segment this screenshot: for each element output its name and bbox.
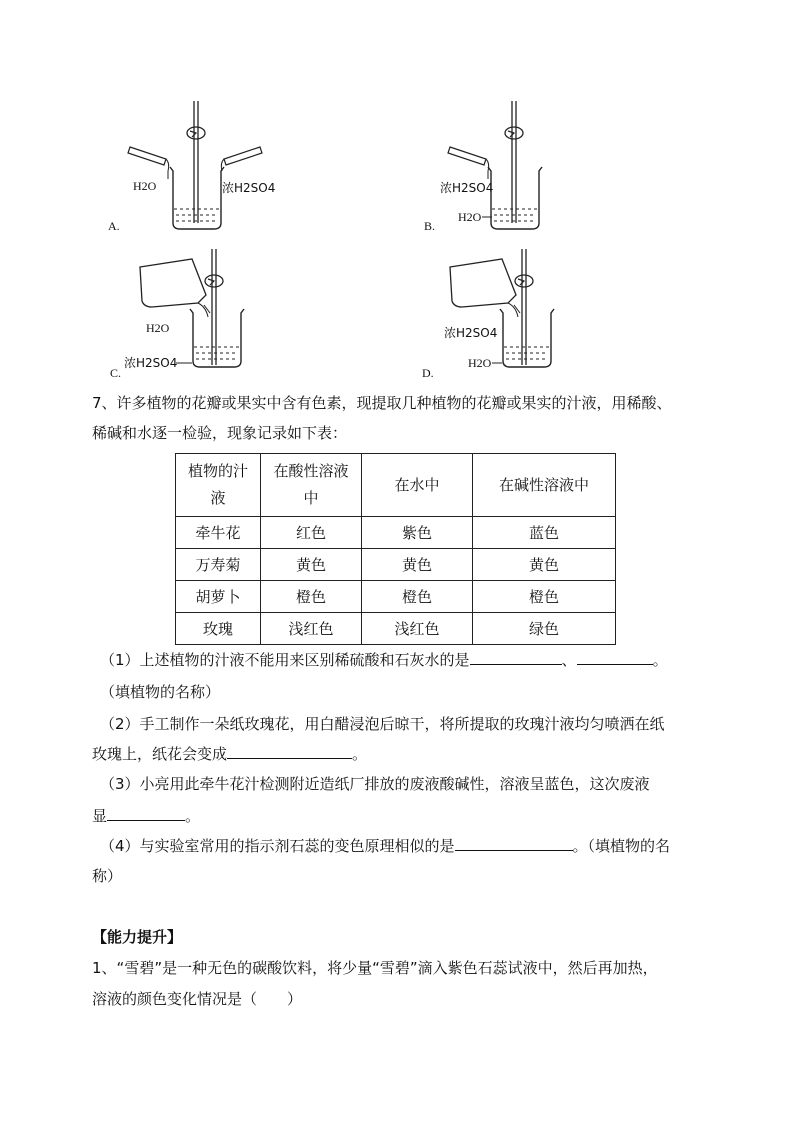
label-h2o: H2O xyxy=(146,321,170,335)
figure-option-a xyxy=(100,95,300,235)
figure-option-c xyxy=(110,245,310,380)
ability-q1-line1: 1、“雪碧”是一种无色的碳酸饮料，将少量“雪碧”滴入紫色石蕊试液中，然后再加热， xyxy=(92,959,658,977)
table-row xyxy=(176,549,616,581)
answer-blank[interactable] xyxy=(107,806,185,821)
table-cell: 橙色 xyxy=(261,581,362,613)
header-cell: 在碱性溶液中 xyxy=(473,454,616,517)
table-row xyxy=(176,581,616,613)
q7-sub4-line1: （4）与实验室常用的指示剂石蕊的变色原理相似的是 。（填植物的名 xyxy=(100,837,671,855)
table-row xyxy=(176,517,616,549)
label-h2o: H2O xyxy=(458,210,482,224)
q7-sub2-line1: （2）手工制作一朵纸玫瑰花，用白醋浸泡后晾干，将所提取的玫瑰汁液均匀喷洒在纸 xyxy=(100,715,665,733)
answer-blank[interactable] xyxy=(577,650,653,665)
header-cell: 在酸性溶液 中 xyxy=(261,454,362,517)
table-cell: 浅红色 xyxy=(261,613,362,645)
table-cell: 绿色 xyxy=(473,613,616,645)
q7-sub3-line1: （3）小亮用此牵牛花汁检测附近造纸厂排放的废液酸碱性，溶液呈蓝色，这次废液 xyxy=(100,775,650,793)
q7-sub4-line2: 称） xyxy=(92,867,123,885)
q7-intro-line1: 7、许多植物的花瓣或果实中含有色素，现提取几种植物的花瓣或果实的汁液，用稀酸、 xyxy=(92,394,672,412)
q7-sub1-note: （填植物的名称） xyxy=(100,683,221,701)
q7-sub3-line2: 显 。 xyxy=(92,807,201,825)
answer-blank[interactable] xyxy=(455,836,573,851)
figure-option-d xyxy=(420,245,620,380)
table-cell: 黄色 xyxy=(473,549,616,581)
header-cell: 在水中 xyxy=(362,454,473,517)
table-cell: 胡萝卜 xyxy=(176,581,261,613)
figure-option-b xyxy=(418,95,618,235)
table-cell: 红色 xyxy=(261,517,362,549)
table-header-row xyxy=(176,454,616,517)
table-cell: 紫色 xyxy=(362,517,473,549)
table-cell: 橙色 xyxy=(362,581,473,613)
table-cell: 玫瑰 xyxy=(176,613,261,645)
label-h2o: H2O xyxy=(133,179,157,193)
observation-table xyxy=(175,453,616,645)
q7-sub1: （1）上述植物的汁液不能用来区别稀硫酸和石灰水的是 、 。 xyxy=(100,651,668,669)
q7-sub2-line2: 玫瑰上，纸花会变成 。 xyxy=(92,745,368,763)
option-label: B. xyxy=(424,219,436,233)
section-heading: 【能力提升】 xyxy=(92,928,183,946)
answer-blank[interactable] xyxy=(470,650,562,665)
table-cell: 万寿菊 xyxy=(176,549,261,581)
q7-intro-line2: 稀碱和水逐一检验，现象记录如下表： xyxy=(92,424,348,442)
option-label: A. xyxy=(108,219,120,233)
answer-blank[interactable] xyxy=(227,744,352,759)
table-cell: 黄色 xyxy=(261,549,362,581)
label-h2o: H2O xyxy=(468,356,492,370)
table-row xyxy=(176,613,616,645)
label-conc-h2so4: 浓H2SO4 xyxy=(124,356,178,370)
table-cell: 浅红色 xyxy=(362,613,473,645)
header-cell: 植物的汁 液 xyxy=(176,454,261,517)
table-cell: 蓝色 xyxy=(473,517,616,549)
option-label: D. xyxy=(422,366,434,380)
label-conc-h2so4: 浓H2SO4 xyxy=(440,181,494,195)
table-cell: 橙色 xyxy=(473,581,616,613)
table-cell: 黄色 xyxy=(362,549,473,581)
label-conc-h2so4: 浓H2SO4 xyxy=(444,326,498,340)
label-conc-h2so4: 浓H2SO4 xyxy=(222,181,276,195)
ability-q1-line2: 溶液的颜色变化情况是（ ） xyxy=(92,990,303,1008)
table-cell: 牵牛花 xyxy=(176,517,261,549)
option-label: C. xyxy=(110,366,122,380)
